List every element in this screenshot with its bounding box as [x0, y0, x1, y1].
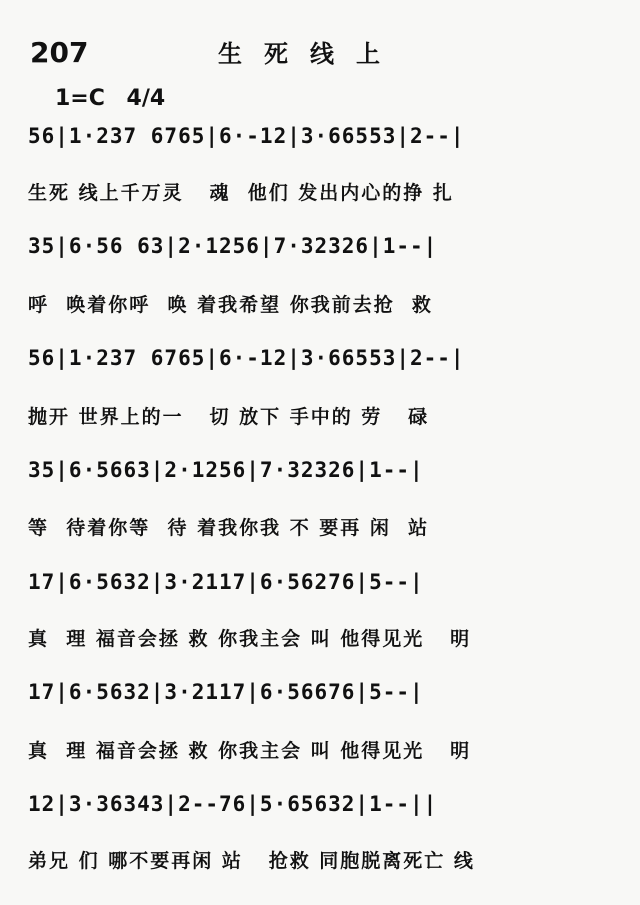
lyrics-line-4: 等 待着你等 待 着我你我 不 要再 闲 站 [28, 517, 430, 539]
notes-line-1: 56|1·237 6765|6·-12|3·66553|2--| [28, 124, 465, 148]
notes-line-4: 35|6·5663|2·1256|7·32326|1--| [28, 458, 424, 482]
notes-line-7: 12|3·36343|2--76|5·65632|1--|| [28, 792, 438, 816]
key-signature: 1=C 4/4 [55, 86, 166, 111]
notes-line-6: 17|6·5632|3·2117|6·56676|5--| [28, 680, 424, 704]
notes-line-3: 56|1·237 6765|6·-12|3·66553|2--| [28, 346, 465, 370]
lyrics-line-1: 生死 线上千万灵 魂 他们 发出内心的挣 扎 [28, 182, 454, 204]
notes-line-5: 17|6·5632|3·2117|6·56276|5--| [28, 570, 424, 594]
hymn-title: 生死线上 [218, 40, 402, 68]
notes-line-2: 35|6·56 63|2·1256|7·32326|1--| [28, 234, 438, 258]
lyrics-line-6: 真 理 福音会拯 救 你我主会 叫 他得见光 明 [28, 740, 472, 762]
hymn-number: 207 [30, 36, 89, 69]
lyrics-line-3: 抛开 世界上的一 切 放下 手中的 劳 碌 [28, 406, 430, 428]
lyrics-line-7: 弟兄 们 哪不要再闲 站 抢救 同胞脱离死亡 线 [28, 850, 475, 872]
lyrics-line-5: 真 理 福音会拯 救 你我主会 叫 他得见光 明 [28, 628, 472, 650]
lyrics-line-2: 呼 唤着你呼 唤 着我希望 你我前去抢 救 [28, 294, 433, 316]
